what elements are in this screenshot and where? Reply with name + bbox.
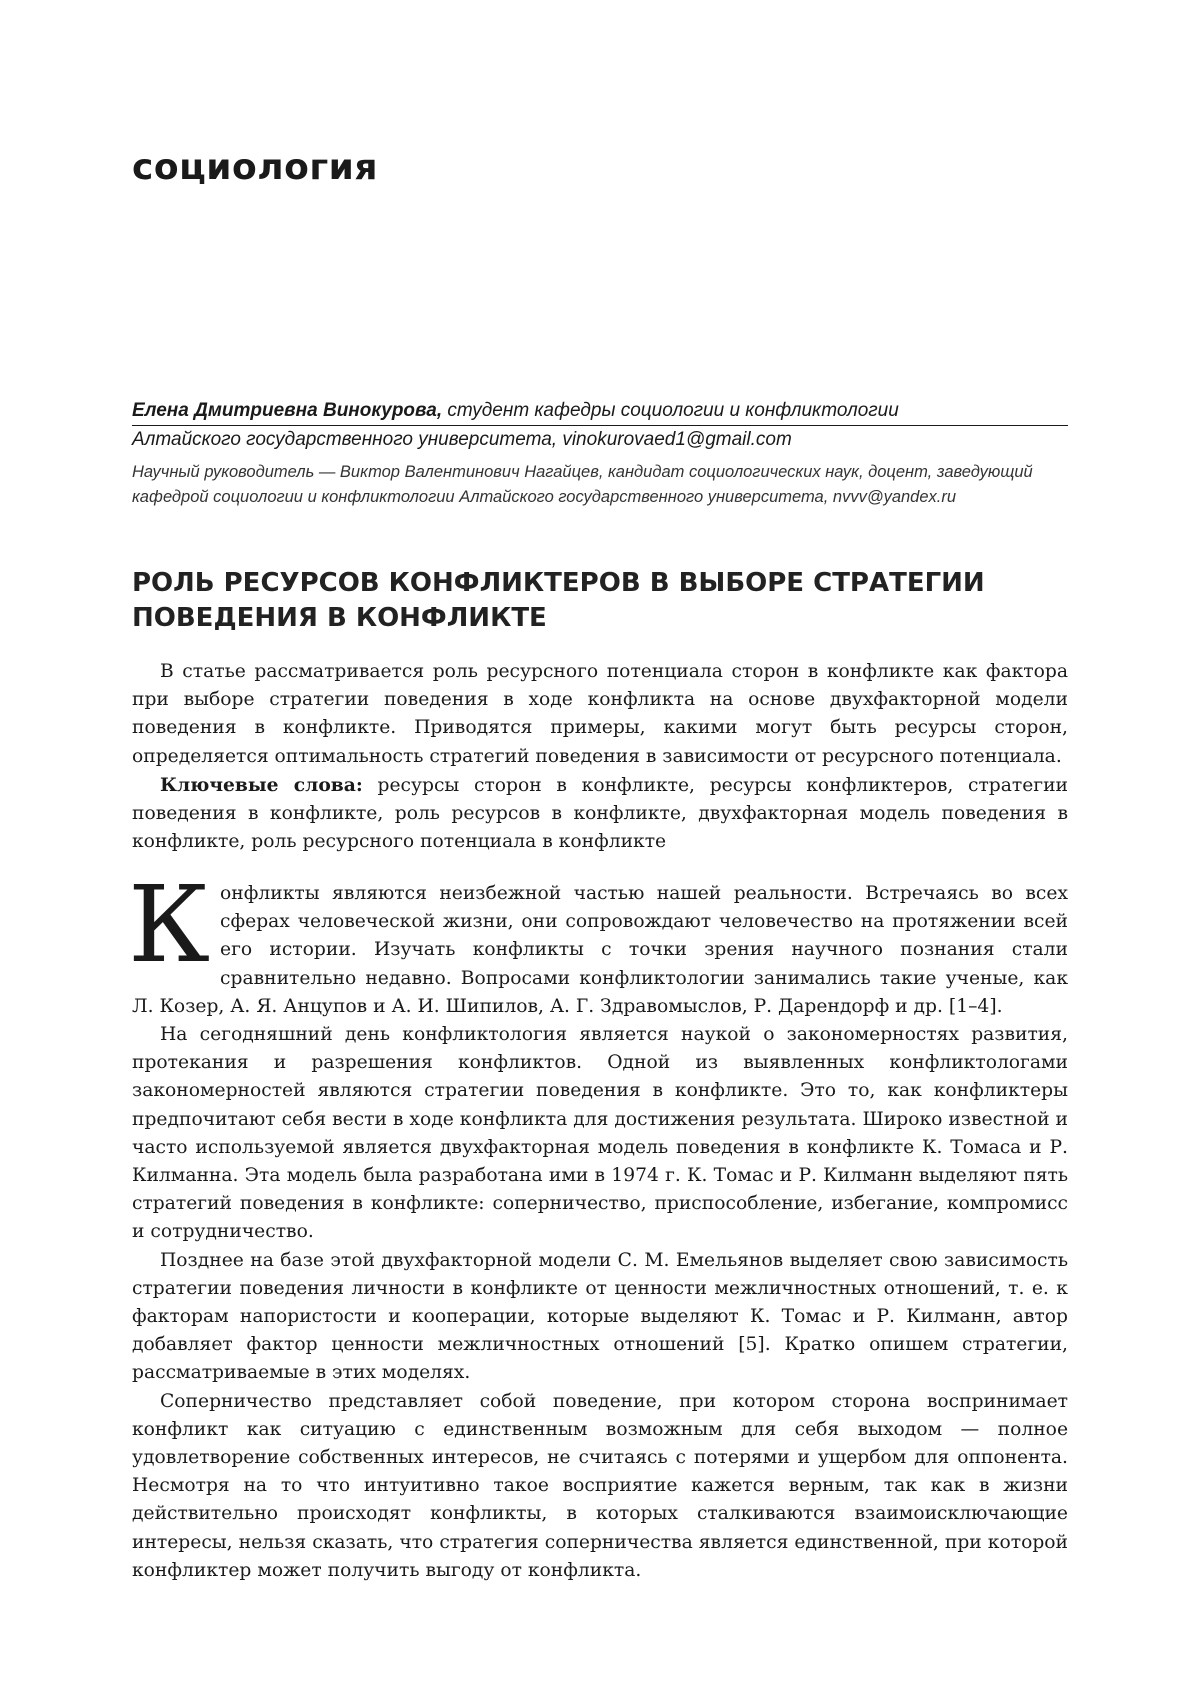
- article-title: РОЛЬ РЕСУРСОВ КОНФЛИКТЕРОВ В ВЫБОРЕ СТРАТЕГИИ ПОВЕДЕНИЯ В КОНФЛИКТЕ: [132, 568, 985, 633]
- abstract-block: [132, 658, 1068, 856]
- author-position: студент кафедры социологии и конфликтологии: [442, 400, 899, 421]
- keywords: [132, 771, 1068, 857]
- supervisor-info: Научный руководитель — Виктор Валентинович Нагайцев, кандидат социологических наук, доцент, заведующий кафедрой социологии и конфликтологии Алтайского государственного университета, nvvv@yandex.ru: [132, 463, 1033, 506]
- author-info: [132, 398, 1068, 510]
- section-heading: социология: [132, 147, 378, 188]
- body-paragraph-1: [128, 863, 1068, 1021]
- body-paragraph-4: Соперничество представляет собой поведение, при котором сторона воспринимает конфликт как ситуацию с единственным возможным для себя выходом — полное удовлетворение собственных интересов, не считаясь с потерями и ущербом для оппонента. Несмотря на то что интуитивно такое восприятие кажется верным, так как в жизни действительно происходят конфликты, в которых сталкиваются взаимоисключающие интересы, нельзя сказать, что стратегия соперничества является единственной, при которой конфликтер может получить выгоду от конфликта.: [132, 1390, 1068, 1581]
- author-name: Елена Дмитриевна Винокурова,: [132, 400, 443, 421]
- body-paragraph-3: Позднее на базе этой двухфакторной модели С. М. Емельянов выделяет свою зависимость стратегии поведения личности в конфликте от ценности межличностных отношений, т. е. к факторам напористости и кооперации, которые выделяют К. Томас и Р. Килманн, автор добавляет фактор ценности межличностных отношений [5]. Кратко опишем стратегии, рассматриваемые в этих моделях.: [132, 1249, 1068, 1384]
- keywords-label: Ключевые слова:: [160, 773, 363, 796]
- author-line: [132, 398, 1068, 426]
- keywords-list: ресурсы сторон в конфликте, ресурсы конфликтеров, стратегии поведения в конфликте, роль ресурсов в конфликте, двухфакторная модель поведения в конфликте, роль ресурсного потенциала в конфликте: [132, 774, 1068, 853]
- article-body: [128, 863, 1068, 1585]
- body-paragraph-1-text: онфликты являются неизбежной частью нашей реальности. Встречаясь во всех сферах человеческой жизни, они сопровождают человечество на протяжении всей его истории. Изучать конфликты с точки зрения научного познания стали сравнительно недавно. Вопросами конфликтологии занимались такие ученые, как Л. Козер, А. Я. Анцупов и А. И. Шипилов, А. Г. Здравомыслов, Р. Дарендорф и др. [1–4].: [132, 883, 1068, 1017]
- drop-cap: К: [128, 863, 211, 986]
- author-affiliation: Алтайского государственного университета, vinokurovaed1@gmail.com: [132, 429, 792, 450]
- body-paragraph-2: На сегодняшний день конфликтология является наукой о закономерностях развития, протекания и разрешения конфликтов. Одной из выявленных конфликтологами закономерностей являются стратегии поведения в конфликте. Это то, как конфликтеры предпочитают себя вести в ходе конфликта для достижения результата. Широко известной и часто используемой является двухфакторная модель поведения в конфликте К. Томаса и Р. Килманна. Эта модель была разработана ими в 1974 г. К. Томас и Р. Килманн выделяют пять стратегий поведения в конфликте: соперничество, приспособление, избегание, компромисс и сотрудничество.: [132, 1024, 1068, 1243]
- abstract-text: В статье рассматривается роль ресурсного потенциала сторон в конфликте как фактора при выборе стратегии поведения в ходе конфликта на основе двухфакторной модели поведения в конфликте. Приводятся примеры, какими могут быть ресурсы сторон, определяется оптимальность стратегий поведения в зависимости от ресурсного потенциала.: [132, 661, 1068, 767]
